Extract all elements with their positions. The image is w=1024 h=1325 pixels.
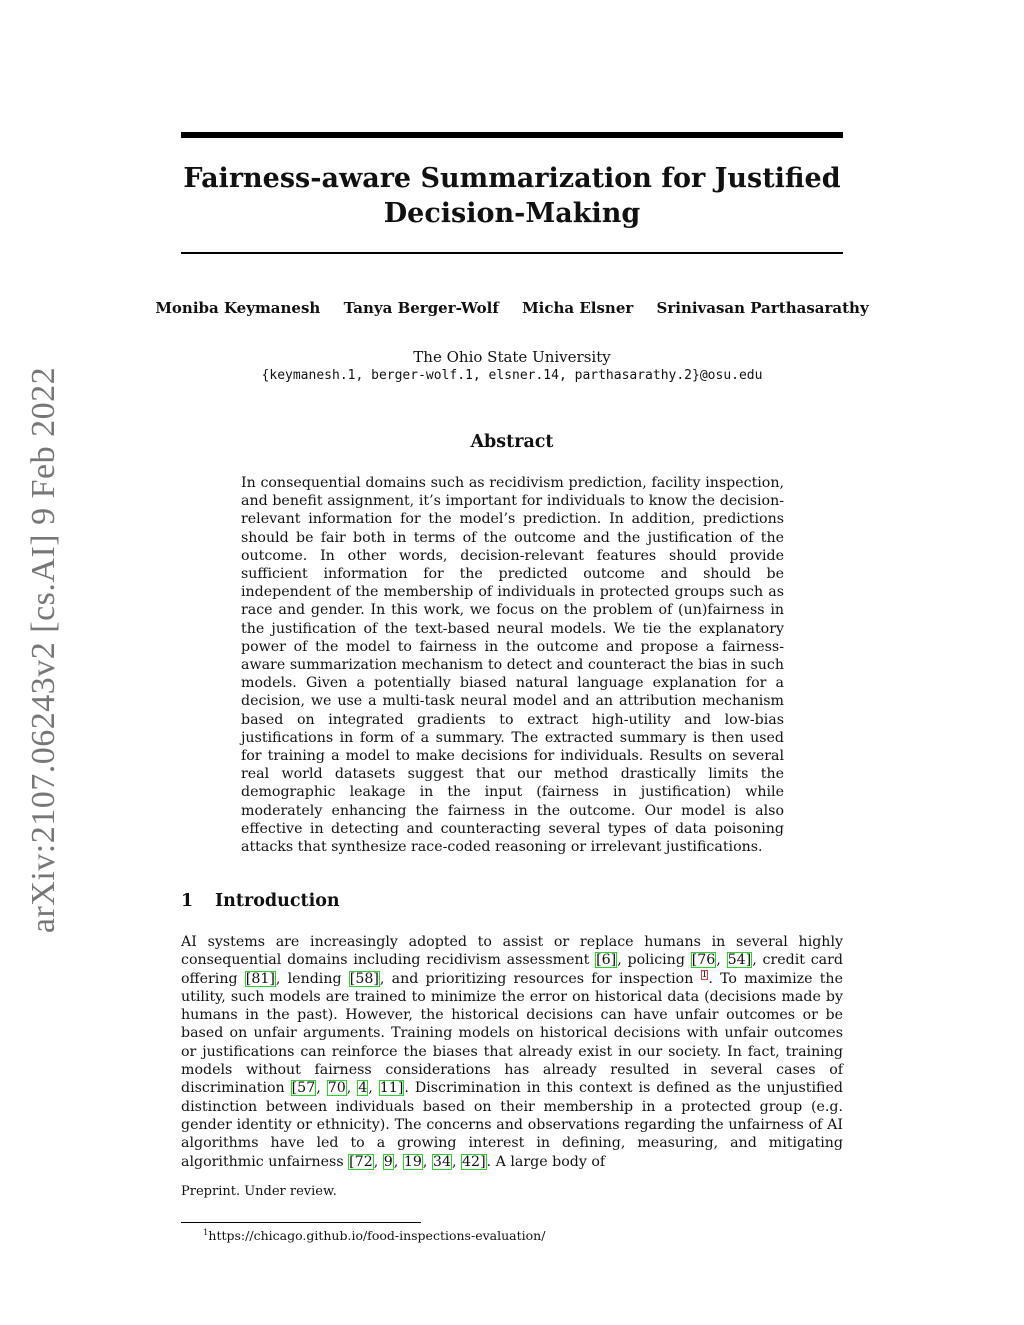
intro-text: , <box>316 1080 327 1097</box>
intro-text: , <box>346 1080 358 1097</box>
citation-link[interactable]: [57 <box>291 1080 316 1097</box>
citation-link[interactable]: 11] <box>379 1080 404 1097</box>
preprint-note: Preprint. Under review. <box>181 1184 337 1199</box>
intro-text: , policing <box>617 952 691 969</box>
author-emails: {keymanesh.1, berger-wolf.1, elsner.14, parthasarathy.2}@osu.edu <box>261 368 763 383</box>
citation-link[interactable]: [58] <box>349 970 379 987</box>
intro-text: , <box>373 1153 383 1170</box>
intro-text: , <box>368 1080 379 1097</box>
footnote-rule <box>181 1222 421 1223</box>
intro-text: , credit card offering <box>181 952 844 987</box>
intro-text: , <box>422 1153 432 1170</box>
intro-paragraph <box>181 933 843 1171</box>
section-title: Introduction <box>215 891 340 911</box>
affiliation: The Ohio State University <box>413 348 611 366</box>
arxiv-identifier: arXiv:2107.06243v2 [cs.AI] 9 Feb 2022 <box>25 366 62 934</box>
intro-text: , and prioritizing resources for inspection <box>379 970 701 987</box>
intro-text: . To maximize the utility, such models are trained to minimize the error on historical data (decisions made by humans in the past). However, the historical decisions can have unfair outcomes or be based on unfair arguments. Training models on historical decisions with unfair outcomes or justifications can reinforce the biases that already exist in our society. In fact, training models without fairness considerations has already resulted in several cases of discrimination <box>181 970 843 1097</box>
citation-link[interactable]: 19 <box>403 1153 422 1170</box>
citation-link[interactable]: 34 <box>432 1153 451 1170</box>
citation-link[interactable]: 42] <box>462 1153 486 1170</box>
citation-link[interactable]: [72 <box>349 1153 373 1170</box>
citation-link[interactable]: 54] <box>727 952 752 969</box>
citation-link[interactable]: 4 <box>358 1080 368 1097</box>
citation-link[interactable]: 9 <box>383 1153 393 1170</box>
title-top-rule <box>181 132 843 138</box>
abstract-heading: Abstract <box>470 432 554 452</box>
intro-text: , <box>451 1153 462 1170</box>
intro-text: AI systems are increasingly adopted to assist or replace humans in several highly consequential domains including recidivism assessment <box>181 934 843 969</box>
citation-link[interactable]: 70 <box>327 1080 346 1097</box>
author-name: Moniba Keymanesh <box>155 299 321 317</box>
paper-title: Fairness-aware Summarization for Justified Decision-Making <box>183 163 841 229</box>
author-name: Tanya Berger-Wolf <box>343 299 499 317</box>
footnote-url[interactable]: https://chicago.github.io/food-inspections-evaluation/ <box>208 1228 546 1244</box>
title-bottom-rule <box>181 252 843 254</box>
footnote-link[interactable]: 1 <box>701 969 708 980</box>
section-heading <box>181 891 340 911</box>
footnote-mark: 1 <box>203 1228 209 1238</box>
intro-text: , lending <box>275 970 349 987</box>
section-number: 1 <box>181 891 194 911</box>
author-name: Srinivasan Parthasarathy <box>656 299 869 317</box>
footnote <box>203 1228 545 1243</box>
citation-link[interactable]: [76 <box>691 952 716 969</box>
intro-text: , <box>716 952 727 969</box>
intro-text: . A large body of <box>486 1153 606 1170</box>
citation-link[interactable]: [6] <box>596 952 617 969</box>
intro-text: . Discrimination in this context is defined as the unjustified distinction between individuals based on their membership in a protected group (e.g. gender identity or ethnicity). The concerns and observations regarding the unfairness of AI algorithms have led to a growing interest in defining, measuring, and mitigating algorithmic unfairness <box>181 1080 843 1170</box>
citation-link[interactable]: [81] <box>245 970 275 987</box>
abstract-text: In consequential domains such as recidivism prediction, facility inspection, and benefit assignment, it’s important for individuals to know the decision-relevant information for the model’s prediction. In addition, predictions should be fair both in terms of the outcome and the justification of the outcome. In other words, decision-relevant features should provide sufficient information for the predicted outcome and should be independent of the membership of individuals in protected groups such as race and gender. In this work, we focus on the problem of (un)fairness in the justification of the text-based neural models. We tie the explanatory power of the model to fairness in the outcome and propose a fairness-aware summarization mechanism to detect and counteract the bias in such models. Given a potentially biased natural language explanation for a decision, we use a multi-task neural model and an attribution mechanism based on integrated gradients to extract high-utility and low-bias justifications in form of a summary. The extracted summary is then used for training a model to make decisions for individuals. Results on several real world datasets suggest that our method drastically limits the demographic leakage in the input (fairness in justification) while moderately enhancing the fairness in the outcome. Our model is also effective in detecting and counteracting several types of data poisoning attacks that synthesize race-coded reasoning or irrelevant justifications. <box>241 475 784 856</box>
author-list <box>100 299 924 317</box>
intro-text: , <box>393 1153 403 1170</box>
author-name: Micha Elsner <box>522 299 634 317</box>
